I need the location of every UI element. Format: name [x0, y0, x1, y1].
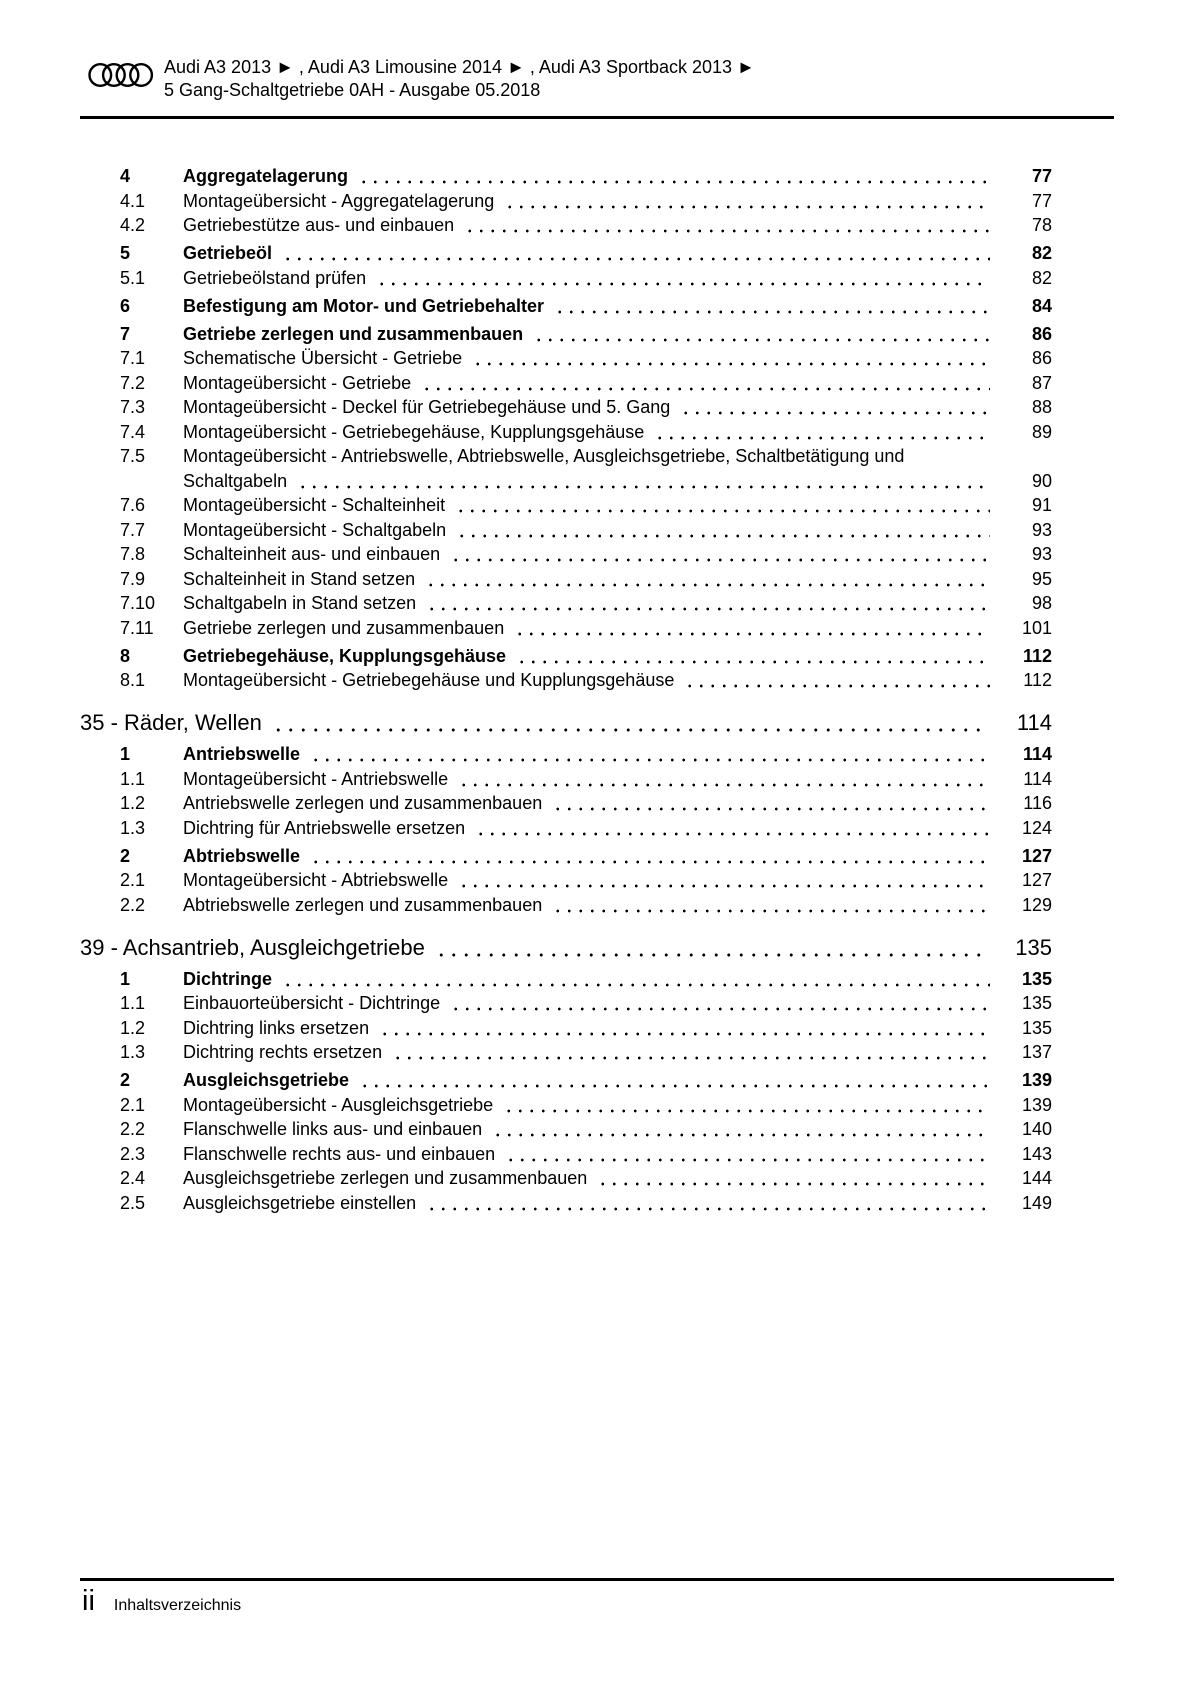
toc-page-number: 129: [1021, 894, 1052, 915]
toc-entry-title: Schaltgabeln in Stand setzen: [183, 593, 417, 613]
toc-entry-number: 1.3: [120, 817, 146, 838]
toc-entry: [80, 709, 1052, 737]
toc-page-number: 137: [1021, 1042, 1052, 1062]
toc-entry-number: 1.2: [120, 793, 146, 813]
toc-entry-number: 7.1: [120, 348, 146, 368]
toc-entry: [80, 445, 1052, 468]
toc-leader-dots: [379, 1032, 990, 1036]
header-model-line: Audi A3 2013 ► , Audi A3 Limousine 2014 ► , Audi A3 Sportback 2013 ►: [164, 57, 755, 77]
toc-entry-title: Getriebegehäuse, Kupplungsgehäuse: [183, 645, 507, 666]
toc-entry: [80, 1094, 1052, 1117]
toc-entry: [80, 165, 1052, 188]
toc-entry-title: Flanschwelle rechts aus- und einbauen: [183, 1143, 496, 1164]
toc-entry-title: Ausgleichsgetriebe zerlegen und zusammenbauen: [183, 1168, 588, 1188]
toc: [80, 160, 1052, 1216]
toc-leader-dots: [359, 1084, 990, 1088]
toc-page-number: 77: [1031, 166, 1052, 186]
toc-entry-number: 7.9: [120, 568, 146, 589]
toc-leader-dots: [456, 534, 990, 538]
toc-page-number: 87: [1031, 372, 1052, 393]
toc-leader-dots: [597, 1182, 990, 1186]
toc-page-number: 127: [1021, 870, 1052, 890]
toc-page-number: 127: [1021, 845, 1052, 866]
toc-entry-title: Abtriebswelle zerlegen und zusammenbauen: [183, 894, 543, 915]
toc-entry-title: Montageübersicht - Abtriebswelle: [183, 870, 449, 890]
toc-entry-number: 1.1: [120, 768, 146, 789]
toc-leader-dots: [392, 1056, 990, 1060]
toc-entry-number: 7.8: [120, 544, 146, 564]
toc-page-number: 135: [1021, 993, 1052, 1013]
toc-entry-title: Befestigung am Motor- und Getriebehalter: [183, 295, 545, 316]
toc-entry-title: Dichtring links ersetzen: [183, 1017, 370, 1038]
toc-leader-dots: [552, 909, 990, 913]
toc-entry-title: Getriebestütze aus- und einbauen: [183, 215, 455, 235]
toc-entry-number: 2.1: [120, 870, 146, 890]
toc-leader-dots: [533, 338, 990, 342]
toc-entry: [80, 242, 1052, 265]
toc-entry-title: Schalteinheit aus- und einbauen: [183, 544, 441, 564]
page-footer: [82, 1584, 241, 1618]
toc-entry-number: 2.3: [120, 1143, 146, 1164]
toc-entry-title: Montageübersicht - Getriebegehäuse und Kupplungsgehäuse: [183, 670, 675, 690]
toc-entry: [80, 421, 1052, 444]
toc-leader-dots: [376, 282, 990, 286]
toc-entry-number: 7.7: [120, 519, 146, 540]
toc-chapter-title: 35 - Räder, Wellen: [80, 710, 262, 735]
toc-entry: [80, 743, 1052, 766]
toc-entry: [80, 792, 1052, 815]
toc-entry-number: 2.2: [120, 1119, 146, 1139]
page-header: [164, 56, 755, 102]
toc-chapter-title: 39 - Achsantrieb, Ausgleichgetriebe: [80, 934, 425, 960]
toc-entry-title: Aggregatelagerung: [183, 166, 349, 186]
toc-leader-dots: [458, 884, 990, 888]
toc-entry: [80, 347, 1052, 370]
toc-entry-number: 4.2: [120, 215, 146, 235]
footer-page-number: ii: [82, 1585, 95, 1617]
toc-entry-number: 8: [120, 645, 131, 666]
header-edition-line: 5 Gang-Schaltgetriebe 0AH - Ausgabe 05.2018: [164, 80, 541, 100]
toc-entry: [80, 267, 1052, 290]
toc-page-number: 144: [1021, 1168, 1052, 1188]
toc-entry: [80, 645, 1052, 668]
toc-leader-dots: [464, 229, 990, 233]
toc-entry-title: Dichtring rechts ersetzen: [183, 1042, 383, 1062]
toc-entry: [80, 323, 1052, 346]
toc-entry-title: Flanschwelle links aus- und einbauen: [183, 1119, 483, 1139]
toc-entry-number: 1: [120, 744, 131, 764]
toc-entry: [80, 617, 1052, 640]
toc-page-number: 90: [1031, 470, 1052, 491]
toc-page-number: 77: [1031, 190, 1052, 211]
toc-entry-title: Einbauorteübersicht - Dichtringe: [183, 993, 441, 1013]
toc-entry: [80, 1041, 1052, 1064]
toc-entry: [80, 543, 1052, 566]
toc-leader-dots: [450, 558, 990, 562]
toc-entry-number: 2.1: [120, 1094, 146, 1115]
toc-page-number: 101: [1021, 617, 1052, 638]
toc-page-number: 114: [1023, 768, 1052, 789]
header-divider-rule: [80, 116, 1114, 119]
toc-entry-number: 7.10: [120, 593, 156, 613]
toc-page-number: 114: [1016, 710, 1052, 735]
toc-leader-dots: [680, 411, 990, 415]
toc-entry-number: 7.4: [120, 421, 146, 442]
toc-page-number: 82: [1031, 267, 1052, 288]
toc-leader-dots: [505, 1158, 990, 1162]
toc-entry: [80, 992, 1052, 1015]
toc-page-number: 93: [1031, 519, 1052, 540]
toc-entry: [80, 768, 1052, 791]
toc-page-number: 91: [1031, 495, 1052, 515]
toc-entry-number: 6: [120, 295, 131, 316]
toc-entry-number: 1.3: [120, 1042, 146, 1062]
toc-leader-dots: [310, 758, 990, 762]
toc-entry-number: 1.2: [120, 1017, 146, 1038]
toc-page-number: 135: [1021, 1017, 1052, 1038]
toc-leader-dots: [458, 783, 990, 787]
toc-entry: [80, 372, 1052, 395]
toc-page-number: 93: [1031, 544, 1052, 564]
toc-entry-number: 5: [120, 243, 131, 263]
toc-leader-dots: [503, 1109, 990, 1113]
toc-page-number: 89: [1031, 421, 1052, 442]
toc-entry-number: 7.6: [120, 495, 146, 515]
toc-entry: [80, 494, 1052, 517]
toc-leader-dots: [475, 832, 990, 836]
toc-entry-title: Getriebeölstand prüfen: [183, 267, 367, 288]
toc-leader-dots: [282, 257, 990, 261]
toc-leader-dots: [426, 1207, 990, 1211]
toc-entry-number: 2.2: [120, 894, 146, 915]
toc-page-number: 139: [1021, 1094, 1052, 1115]
toc-entry-number: 8.1: [120, 670, 146, 690]
toc-entry: [80, 396, 1052, 419]
toc-page-number: 135: [1015, 934, 1052, 960]
toc-entry: [80, 1118, 1052, 1141]
toc-entry-number: 2: [120, 1070, 131, 1090]
toc-page-number: 86: [1031, 348, 1052, 368]
toc-entry-title: Montageübersicht - Antriebswelle: [183, 768, 449, 789]
toc-entry-title: Montageübersicht - Schalteinheit: [183, 495, 446, 515]
toc-entry-number: 2: [120, 845, 131, 866]
toc-leader-dots: [421, 387, 990, 391]
toc-entry: [80, 1192, 1052, 1215]
toc-page-number: 88: [1031, 397, 1052, 417]
toc-page-number: 139: [1021, 1070, 1052, 1090]
toc-leader-dots: [297, 485, 990, 489]
toc-entry-number: 5.1: [120, 267, 146, 288]
toc-leader-dots: [426, 607, 990, 611]
toc-entry: [80, 214, 1052, 237]
toc-entry-title: Antriebswelle zerlegen und zusammenbauen: [183, 793, 543, 813]
toc-leader-dots: [358, 180, 990, 184]
toc-page-number: 112: [1022, 645, 1052, 666]
toc-leader-dots: [492, 1133, 990, 1137]
toc-entry-number: 7.11: [120, 617, 154, 638]
toc-page-number: 149: [1021, 1192, 1052, 1213]
footer-section-label: Inhaltsverzeichnis: [113, 1597, 242, 1614]
toc-leader-dots: [425, 583, 990, 587]
toc-leader-dots: [504, 205, 990, 209]
toc-entry-continuation: [80, 470, 1052, 493]
toc-entry: [80, 568, 1052, 591]
toc-entry-number: 7.2: [120, 372, 146, 393]
toc-leader-dots: [552, 807, 990, 811]
toc-page-number: 82: [1031, 243, 1052, 263]
toc-entry-title: Dichtringe: [183, 968, 273, 989]
toc-entry-title: Montageübersicht - Aggregatelagerung: [183, 190, 495, 211]
toc-entry-title: Schematische Übersicht - Getriebe: [183, 348, 463, 368]
toc-leader-dots: [472, 362, 990, 366]
toc-leader-dots: [654, 436, 990, 440]
toc-entry: [80, 190, 1052, 213]
toc-page-number: 140: [1021, 1119, 1052, 1139]
toc-entry: [80, 519, 1052, 542]
toc-entry: [80, 845, 1052, 868]
toc-entry: [80, 669, 1052, 692]
toc-page-number: 116: [1023, 793, 1052, 813]
toc-entry-title: Getriebe zerlegen und zusammenbauen: [183, 323, 524, 344]
toc-entry: [80, 295, 1052, 318]
toc-leader-dots: [455, 509, 990, 513]
toc-entry: [80, 817, 1052, 840]
toc-leader-dots: [516, 660, 990, 664]
toc-entry: [80, 968, 1052, 991]
toc-entry-title: Schaltgabeln: [183, 470, 288, 491]
toc-entry: [80, 869, 1052, 892]
toc-entry: [80, 592, 1052, 615]
toc-leader-dots: [554, 310, 990, 314]
toc-leader-dots: [435, 953, 986, 957]
toc-entry-title: Montageübersicht - Schaltgabeln: [183, 519, 447, 540]
toc-leader-dots: [310, 860, 990, 864]
toc-entry-title: Ausgleichsgetriebe einstellen: [183, 1192, 417, 1213]
toc-entry-number: 1: [120, 968, 131, 989]
toc-entry-title: Abtriebswelle: [183, 845, 301, 866]
toc-page-number: 124: [1021, 817, 1052, 838]
toc-entry-title: Montageübersicht - Antriebswelle, Abtriebswelle, Ausgleichsgetriebe, Schaltbetätigung und: [183, 446, 905, 466]
toc-entry-title: Montageübersicht - Deckel für Getriebegehäuse und 5. Gang: [183, 397, 671, 417]
toc-page-number: 95: [1031, 568, 1052, 589]
toc-page-number: 135: [1021, 968, 1052, 989]
toc-entry-title: Ausgleichsgetriebe: [183, 1070, 350, 1090]
toc-leader-dots: [684, 684, 990, 688]
toc-entry: [80, 1143, 1052, 1166]
toc-entry-title: Getriebeöl: [183, 243, 273, 263]
toc-entry-title: Montageübersicht - Getriebe: [183, 372, 412, 393]
toc-page-number: 114: [1022, 744, 1052, 764]
toc-entry: [80, 1017, 1052, 1040]
toc-leader-dots: [514, 632, 990, 636]
toc-entry-title: Montageübersicht - Getriebegehäuse, Kupplungsgehäuse: [183, 421, 645, 442]
toc-entry-number: 4.1: [120, 190, 146, 211]
toc-page-number: 98: [1031, 593, 1052, 613]
toc-entry-title: Dichtring für Antriebswelle ersetzen: [183, 817, 466, 838]
toc-entry-number: 7.3: [120, 397, 146, 417]
toc-leader-dots: [272, 728, 986, 732]
toc-leader-dots: [450, 1007, 990, 1011]
toc-leader-dots: [282, 983, 990, 987]
toc-page-number: 86: [1031, 323, 1052, 344]
toc-page-number: 143: [1021, 1143, 1052, 1164]
toc-page-number: 84: [1031, 295, 1052, 316]
toc-entry: [80, 1069, 1052, 1092]
toc-entry: [80, 1167, 1052, 1190]
footer-divider-rule: [80, 1578, 1114, 1581]
toc-entry-number: 2.5: [120, 1192, 146, 1213]
toc-entry-title: Montageübersicht - Ausgleichsgetriebe: [183, 1094, 494, 1115]
toc-page-number: 112: [1023, 670, 1052, 690]
toc-entry-number: 2.4: [120, 1168, 146, 1188]
toc-entry-title: Antriebswelle: [183, 744, 301, 764]
toc-entry-number: 4: [120, 166, 131, 186]
toc-page-number: 78: [1031, 215, 1052, 235]
toc-entry-title: Schalteinheit in Stand setzen: [183, 568, 416, 589]
toc-entry-number: 7: [120, 323, 131, 344]
toc-entry-number: 7.5: [120, 446, 146, 466]
toc-entry-number: 1.1: [120, 993, 146, 1013]
audi-rings-logo-icon: [88, 62, 154, 88]
toc-entry-title: Getriebe zerlegen und zusammenbauen: [183, 617, 505, 638]
toc-entry: [80, 934, 1052, 962]
toc-entry: [80, 894, 1052, 917]
